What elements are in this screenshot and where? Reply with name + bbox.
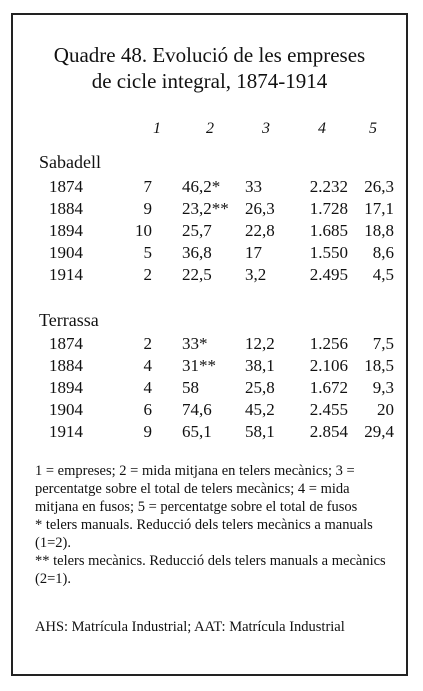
column-legend: 1 = empreses; 2 = mida mitjana en telers mecànics; 3 = percentatge sobre el total de telers mecànics; 4 = mida mitjana en fusos; 5 = percentatge sobre el total de fusos xyxy=(35,463,358,515)
cell-col-2: 33* xyxy=(182,334,208,353)
cell-col-3: 22,8 xyxy=(245,221,275,240)
cell-col-5: 17,1 xyxy=(364,199,394,218)
cell-col-4: 1.728 xyxy=(309,199,348,218)
title-line-2: de cicle integral, 1874-1914 xyxy=(91,69,328,93)
cell-col-1: 9 xyxy=(143,422,152,441)
cell-col-3: 33 xyxy=(245,177,262,196)
cell-col-3: 12,2 xyxy=(245,334,275,353)
table-row xyxy=(13,356,406,378)
table-title xyxy=(13,42,406,94)
cell-col-3: 38,1 xyxy=(245,356,275,375)
year-cell: 1914 xyxy=(49,265,83,284)
table-notes xyxy=(35,462,395,588)
cell-col-4: 1.672 xyxy=(309,378,348,397)
cell-col-2: 65,1 xyxy=(182,422,212,441)
column-header-4: 4 xyxy=(318,120,326,137)
cell-col-5: 20 xyxy=(377,400,394,419)
table-row xyxy=(13,221,406,243)
year-cell: 1884 xyxy=(49,356,83,375)
cell-col-1: 9 xyxy=(143,199,152,218)
source-text: AHS: Matrícula Industrial; AAT: Matrícula Industrial xyxy=(35,619,345,635)
cell-col-1: 6 xyxy=(143,400,152,419)
cell-col-4: 2.854 xyxy=(309,422,348,441)
table-row xyxy=(13,243,406,265)
section-sabadell: Sabadell xyxy=(39,152,101,172)
cell-col-2: 58 xyxy=(182,378,199,397)
cell-col-2: 25,7 xyxy=(182,221,212,240)
cell-col-4: 1.550 xyxy=(309,243,348,262)
year-cell: 1884 xyxy=(49,199,83,218)
footnote-single-asterisk: * telers manuals. Reducció dels telers mecànics a manuals (1=2). xyxy=(35,517,373,551)
cell-col-2: 22,5 xyxy=(182,265,212,284)
year-cell: 1914 xyxy=(49,422,83,441)
cell-col-5: 9,3 xyxy=(372,378,394,397)
table-row xyxy=(13,265,406,287)
cell-col-5: 4,5 xyxy=(372,265,394,284)
cell-col-4: 2.106 xyxy=(309,356,348,375)
table-row xyxy=(13,199,406,221)
column-header-3: 3 xyxy=(262,120,270,137)
cell-col-5: 26,3 xyxy=(364,177,394,196)
cell-col-2: 74,6 xyxy=(182,400,212,419)
year-cell: 1904 xyxy=(49,400,83,419)
year-cell: 1874 xyxy=(49,177,83,196)
cell-col-3: 17 xyxy=(245,243,262,262)
year-cell: 1904 xyxy=(49,243,83,262)
table-frame xyxy=(11,13,408,676)
cell-col-1: 7 xyxy=(143,177,152,196)
cell-col-3: 3,2 xyxy=(245,265,267,284)
cell-col-5: 7,5 xyxy=(372,334,394,353)
column-header-1: 1 xyxy=(153,120,161,137)
cell-col-4: 2.232 xyxy=(309,177,348,196)
cell-col-5: 8,6 xyxy=(372,243,394,262)
title-line-1: Quadre 48. Evolució de les empreses xyxy=(53,43,366,67)
column-header-5: 5 xyxy=(369,120,377,137)
cell-col-4: 2.495 xyxy=(309,265,348,284)
cell-col-4: 2.455 xyxy=(309,400,348,419)
year-cell: 1874 xyxy=(49,334,83,353)
cell-col-3: 45,2 xyxy=(245,400,275,419)
column-header-2: 2 xyxy=(206,120,214,137)
footnote-double-asterisk: ** telers mecànics. Reducció dels telers manuals a mecànics (2=1). xyxy=(35,553,386,587)
cell-col-2: 23,2** xyxy=(182,199,229,218)
cell-col-2: 36,8 xyxy=(182,243,212,262)
cell-col-2: 46,2* xyxy=(182,177,221,196)
table-row xyxy=(13,422,406,444)
cell-col-3: 58,1 xyxy=(245,422,275,441)
cell-col-5: 18,5 xyxy=(364,356,394,375)
table-row xyxy=(13,378,406,400)
source-note xyxy=(35,618,395,636)
year-cell: 1894 xyxy=(49,378,83,397)
cell-col-1: 5 xyxy=(143,243,152,262)
cell-col-4: 1.685 xyxy=(309,221,348,240)
cell-col-3: 26,3 xyxy=(245,199,275,218)
table-row xyxy=(13,400,406,422)
cell-col-1: 10 xyxy=(135,221,152,240)
cell-col-1: 4 xyxy=(143,356,152,375)
cell-col-4: 1.256 xyxy=(309,334,348,353)
cell-col-1: 2 xyxy=(143,265,152,284)
section-terrassa: Terrassa xyxy=(39,310,99,330)
table-row xyxy=(13,334,406,356)
cell-col-1: 4 xyxy=(143,378,152,397)
cell-col-3: 25,8 xyxy=(245,378,275,397)
table-row xyxy=(13,177,406,199)
year-cell: 1894 xyxy=(49,221,83,240)
cell-col-5: 29,4 xyxy=(364,422,394,441)
cell-col-1: 2 xyxy=(143,334,152,353)
cell-col-5: 18,8 xyxy=(364,221,394,240)
cell-col-2: 31** xyxy=(182,356,216,375)
